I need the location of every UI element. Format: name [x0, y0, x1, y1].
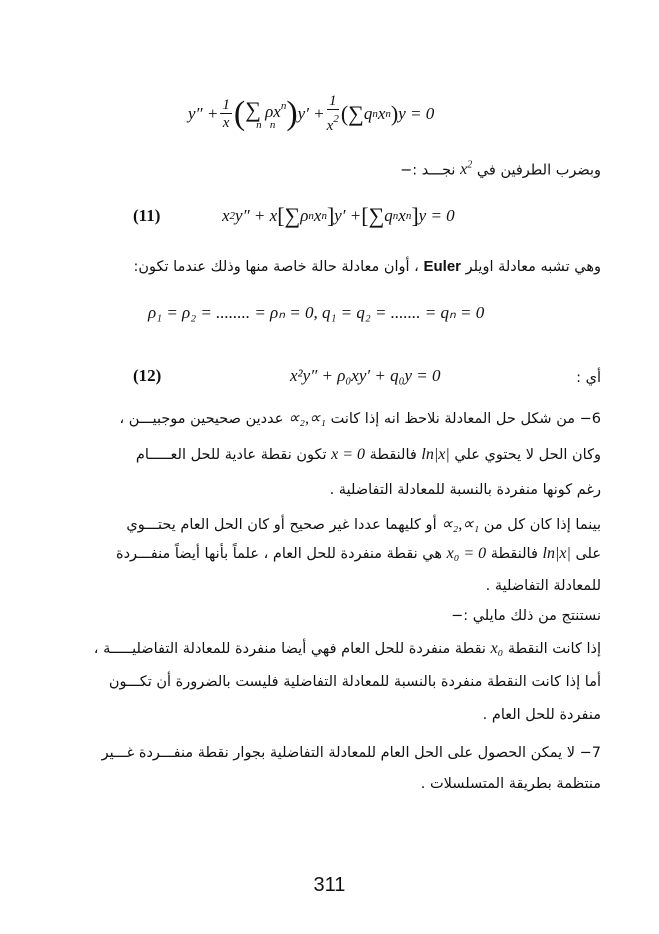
equation-11: x 2 y″ + x [ ∑ ρ n x n ] y′ + [ ∑ q n x n ] y = 0	[222, 203, 455, 228]
para-else-line3: للمعادلة التفاضلية .	[485, 578, 601, 594]
right-paren: )	[286, 95, 298, 132]
equation-12: x²y″ + ρ₀xy′ + q₀y = 0	[290, 366, 441, 385]
left-paren: (	[233, 95, 246, 132]
equation-11-number: (11)	[133, 206, 161, 225]
fraction-1-over-x: $\frac{1}{x}$	[222, 96, 230, 131]
multiply-line: وبضرب الطرفين في $x^2$ نجـــد :−	[400, 160, 601, 179]
equation-top: y″ + $\frac{1}{x}$ ( ∑ $\rho x^n$ n n ) y′ + $\frac{1}{x^2}$ ( ∑ q n x n ) y = 0	[188, 93, 435, 134]
para6-line2: وكان الحل لا يحتوي علي ln|x| فالنقطة x = 0 تكون نقطة عادية للحل العـــــام	[135, 446, 601, 463]
equation-12-label: أي :	[576, 370, 601, 386]
para6-line1: 6− من شكل حل المعادلة نلاحظ انه إذا كانت ∝₂,∝₁ عددين صحيحين موجبيـــن ،	[119, 410, 601, 427]
sum-rho: ∑ $\rho x^n$ n n	[245, 97, 287, 131]
para6-line3: رغم كونها منفردة بالنسبة للمعادلة التفاضلية .	[329, 482, 601, 498]
para7-line1: 7− لا يمكن الحصول على الحل العام للمعادلة التفاضلية بجوار نقطة منفـــردة غـــير	[101, 745, 601, 761]
page-number: 311	[313, 874, 346, 896]
euler-line: وهي تشبه معادلة اويلر Euler ، أوان معادلة حالة خاصة منها وذلك عندما تكون:	[133, 258, 601, 275]
fraction-1-over-x2: $\frac{1}{x^2}$	[326, 93, 339, 134]
para-else-line2: على ln|x| فالنقطة x₀ = 0 هي نقطة منفردة للحل العام ، علماً بأنها أيضاً منفـــردة	[116, 545, 601, 562]
para7-line2: منتظمة بطريقة المتسلسلات .	[420, 776, 601, 792]
equation-12-number: (12)	[133, 366, 162, 385]
para-if-line2: أما إذا كانت النقطة منفردة بالنسبة للمعادلة التفاضلية فليست بالضرورة أن تكـــون	[108, 674, 601, 690]
conclusion-line: نستنتج من ذلك مايلي :−	[451, 608, 601, 624]
equation-rho: ρ₁ = ρ₂ = ........ = ρₙ = 0, q₁ = q₂ = ....... = qₙ = 0	[148, 303, 485, 322]
para-if-line3: منفردة للحل العام .	[482, 707, 601, 723]
para-else-line1: بينما إذا كان كل من ∝₂,∝₁ أو كليهما عددا غير صحيح أو كان الحل العام يحتـــوي	[126, 516, 601, 533]
para-if-line1: إذا كانت النقطة x₀ نقطة منفردة للحل العام فهي أيضا منفردة للمعادلة التفاضليـــــة ،	[93, 640, 601, 657]
